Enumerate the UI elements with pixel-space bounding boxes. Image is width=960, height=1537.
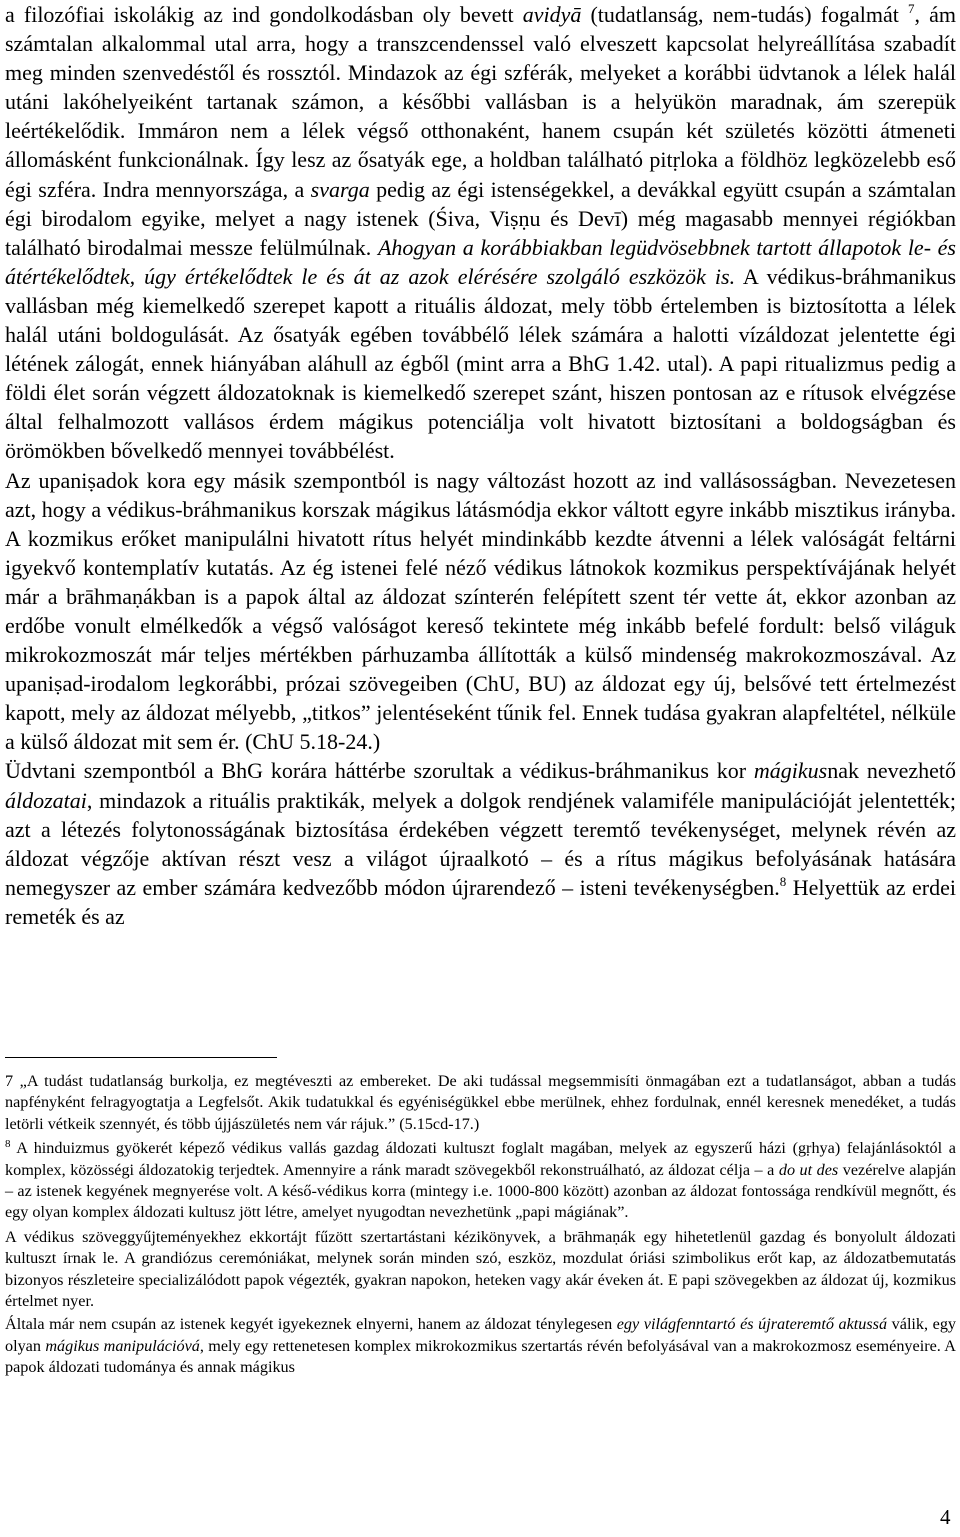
text-run: , mely egy rettenetesen komplex mikrokozmikus szertartás révén befolyásával van a makrokozmosz eseményeire. A papok áldozati tudománya és annak mágikus — [5, 1336, 956, 1377]
text-run: A védikus-bráhmanikus vallásban még kiemelkedő szerepet kapott a rituális áldozat, mely több értelemben is biztosította a lélek halál utáni boldogulását. Az ősatyák egében továbbélő lélek számára a halotti vízáldozat jelentette égi létének zálogát, ennek hiányában aláhull az égből (mint arra a BhG 1.42. utal). A papi ritualizmus pedig a földi élet során végzett áldozatoknak is kiemelkedő szerepet szánt, hiszen pontosan az e rítusok elvégzése által felhalmozott vallásos érdem mágikus potenciálja volt hivatott biztosítani a boldogságban és örömökben bővelkedő mennyei továbbélést. — [5, 263, 957, 464]
text-run: nak nevezhető — [827, 758, 956, 784]
italic-phrase: egy világfenntartó és újrateremtő aktussá — [616, 1315, 888, 1334]
footnote-ref-7[interactable]: 7 — [907, 1, 915, 16]
page-number: 4 — [940, 1505, 951, 1529]
footnote-8-continued-2 — [5, 1314, 956, 1378]
text-run: Üdvtani szempontból a BhG korára háttérbe szorultak a védikus-bráhmanikus kor — [5, 758, 754, 784]
footnote-7: 7 „A tudást tudatlanság burkolja, ez megtéveszti az embereket. De aki tudással megsemmisíti önmagában ezt a tudatlanságot, abban a tudás napfényként felragyogtatja a Legfelsőt. Akik tudatukkal és egyéniségükkel ebbe merülnek, ehhez fordulnak, ennél keresnek menedéket, a tudás letörli vétkeik szennyét, és több újjászületés nem vár rájuk.” (5.15cd-17.) — [5, 1072, 956, 1133]
text-run: (tudatlanság, nem-tudás) fogalmát — [581, 2, 908, 27]
text-run: , ám számtalan alkalommal utal arra, hogy a transzcendenssel való elveszett kapcsolat helyreállítása szabadít meg minden szenvedéstől és rossztól. Mindazok az égi szférák, melyeket a korábbi üdvtanok a lélek halál utáni lakóhelyeiként tartanak számon, a későbbi vallásban is a helyükön maradnak, ám szerepük leértékelődik. Immáron nem a lélek végső otthonaként, hanem csupán két születés közötti átmeneti állomásként funkcionálnak. Így lesz az ősatyák ege, a holdban található pitṛloka a földhöz legközelebb eső égi szféra. Indra mennyországa, a — [5, 2, 956, 202]
footnote-ref-8[interactable]: 8 — [779, 873, 787, 889]
text-run: Helyettük az erdei remeték és az — [5, 874, 956, 929]
footnote-8-continued: A védikus szöveggyűjteményekhez ekkortájt fűzött szertartástani kézikönyvek, a brāhmaṇák egy hihetetlenül gazdag és bonyolult áldozati kultuszt írnak le. A grandiózus ceremóniákat, melynek során minden szó, eszköz, mozdulat óriási szimbolikus erőt kap, az áldozatbemutatás bizonyos részleteire specializálódott papok végezték, gyakran napokon, heteken vagy akár éveken át. E papi szövegekben az áldozat új, kozmikus értelmet nyer. — [5, 1227, 956, 1311]
text-run: vezérelve alapján – az istenek kegyének megnyerése volt. A késő-védikus korra (mintegy i.e. 1000-800 között) azonban az áldozat fontossága rendkívül megnőtt, és egy olyan komplex áldozati kultusz jött létre, amelyet nyugodtan nevezhetünk „papi mágiának”. — [5, 1160, 956, 1222]
text-run: válik, egy olyan — [5, 1315, 957, 1355]
text-run: Általa már nem csupán az istenek kegyét igyekeznek elnyerni, hanem az áldozat ténylegesen — [5, 1315, 617, 1334]
text-run: pedig az égi istenségekkel, a devákkal együtt csupán a számtalan égi birodalom egyike, melyet a nagy istenek (Śiva, Viṣṇu és Devī) még magasabb mennyei régiókban található birodalmai messze felülmúlnak. — [5, 176, 957, 260]
text-run: A hinduizmus gyökerét képező védikus vallás gazdag áldozati kultuszt foglalt magában, melyek az egyszerű házi (gṛhya) felajánlásoktól a komplex, közösségi áldozatokig terjedtek. Amennyire a ránk maradt szövegekből rekonstruálható, az áldozat célja – a — [5, 1139, 956, 1179]
text-run: a filozófiai iskolákig az ind gondolkodásban oly bevett — [5, 2, 523, 27]
term-avidya: avidyā — [522, 2, 582, 27]
footnotes — [5, 1071, 956, 1381]
term-do-ut-des: do ut des — [778, 1160, 839, 1179]
italic-phrase: mágikus manipulációvá — [45, 1336, 200, 1355]
term-aldozatai: áldozatai — [5, 787, 87, 813]
italic-sentence: Ahogyan a korábbiakban legüdvösebbnek tartott állapotok le- és átértékelődtek, úgy értékelődtek le és át az azok elérésére szolgáló eszközök is. — [5, 234, 956, 289]
term-magikus: mágikus — [753, 758, 828, 784]
paragraph-3 — [5, 756, 956, 931]
text-run: , mindazok a rituális praktikák, melyek a dolgok rendjének valamiféle manipulációját jelentették; azt a létezés folytonosságának biztosítása érdekében végzett teremtő tevékenységet, melynek révén az áldozat végzője aktívan részt vesz a világot újraalkotó – és a rítus mágikus befolyásának hatására nemegyszer az ember számára kedvezőbb módon újrarendező – isteni tevékenységben. — [5, 787, 956, 900]
footnote-separator — [5, 1057, 277, 1058]
paragraph-1 — [5, 0, 956, 466]
footnote-number: 8 — [5, 1138, 11, 1151]
main-text — [5, 0, 956, 931]
term-svarga: svarga — [310, 176, 370, 202]
paragraph-2: Az upaniṣadok kora egy másik szempontból is nagy változást hozott az ind vallásosságban. Nevezetesen azt, hogy a védikus-bráhmanikus korszak mágikus látásmódja ekkor váltott egyre inkább misztikus irányba. A kozmikus erőket manipulálni hivatott rítus helyét mindinkább kezdte átvenni a lélek valóságát feltárni igyekvő kontemplatív kutatás. Az ég istenei felé néző védikus látnokok kozmikus perspektívájának helyét már a brāhmaṇákban is a papok által az áldozat színterén felépített szent tér vette át, ekkor azonban az erdőbe vonult elmélkedők a végső valóságot kereső tekintete még inkább befelé fordult: belső világuk mikrokozmoszát már teljes mértékben párhuzamba állították a külső mindenség makrokozmoszával. Az upaniṣad-irodalom legkorábbi, prózai szövegeiben (ChU, BU) az áldozat egy új, belsővé tett értelmezést kapott, mely az áldozat mélyebb, „titkos” jelentéseként tűnik fel. Ennek tudása gyakran alapfeltétel, nélküle a külső áldozat mit sem ér. (ChU 5.18-24.) — [5, 467, 956, 755]
footnote-8 — [5, 1138, 956, 1224]
